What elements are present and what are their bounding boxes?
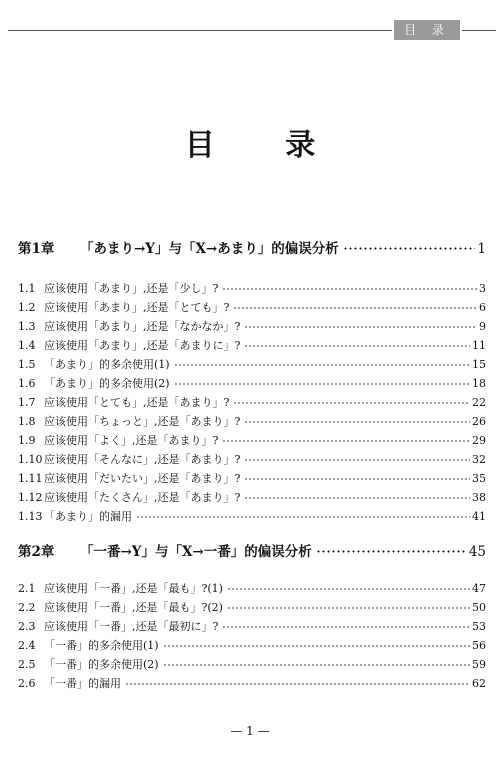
section-title: 应该使用「一番」,还是「最初に」? [44, 620, 219, 633]
leader-dots [163, 659, 470, 670]
section-title: 应该使用「あまり」,还是「なかなか」? [44, 320, 241, 333]
section-number: 1.4 [18, 339, 36, 352]
leader-dots [244, 321, 477, 332]
leader-dots [233, 302, 477, 313]
section-title: 应该使用「よく」,还是「あまり」? [44, 434, 219, 447]
section-number: 2.1 [18, 582, 36, 595]
leader-dots [174, 378, 470, 389]
section-page-number: 62 [472, 677, 486, 690]
section-title: 应该使用「あまり」,还是「あまりに」? [44, 339, 241, 352]
section-page-number: 15 [472, 358, 486, 371]
section-title: 应该使用「ちょっと」,还是「あまり」? [44, 415, 241, 428]
leader-dots [316, 545, 467, 559]
header-rule-right [462, 30, 496, 31]
section-title: 「一番」的漏用 [44, 677, 121, 690]
section-number: 2.3 [18, 620, 36, 633]
section-number: 2.5 [18, 658, 36, 671]
toc-section-entry[interactable] [18, 375, 486, 391]
chapter-page-number: 1 [477, 241, 486, 257]
section-title: 应该使用「あまり」,还是「少し」? [44, 282, 219, 295]
toc-chapter-entry[interactable] [18, 540, 486, 560]
leader-dots [163, 640, 470, 651]
toc-section-entry[interactable] [18, 356, 486, 372]
section-title: 应该使用「とても」,还是「あまり」? [44, 396, 230, 409]
toc-section-entry[interactable] [18, 508, 486, 524]
chapter-number: 第1章 [18, 241, 55, 257]
section-number: 1.9 [18, 434, 36, 447]
leader-dots [233, 397, 470, 408]
section-number: 2.4 [18, 639, 36, 652]
section-page-number: 41 [472, 510, 486, 523]
section-page-number: 11 [472, 339, 486, 352]
section-number: 1.11 [18, 472, 43, 485]
section-page-number: 53 [472, 620, 486, 633]
section-page-number: 9 [479, 320, 486, 333]
leader-dots [244, 340, 470, 351]
section-page-number: 3 [479, 282, 486, 295]
toc-section-entry[interactable] [18, 451, 486, 467]
leader-dots [244, 473, 470, 484]
section-page-number: 38 [472, 491, 486, 504]
section-page-number: 26 [472, 415, 486, 428]
leader-dots [227, 602, 470, 613]
leader-dots [343, 242, 476, 256]
chapter-title: 「一番→Y」与「X→一番」的偏误分析 [80, 544, 312, 560]
section-number: 1.10 [18, 453, 43, 466]
leader-dots [244, 416, 470, 427]
section-number: 1.1 [18, 282, 36, 295]
section-title: 「一番」的多余使用(1) [44, 639, 159, 652]
section-number: 1.2 [18, 301, 36, 314]
leader-dots [227, 583, 470, 594]
toc-section-entry[interactable] [18, 318, 486, 334]
section-number: 1.5 [18, 358, 36, 371]
toc-section-entry[interactable] [18, 675, 486, 691]
leader-dots [136, 511, 470, 522]
section-page-number: 35 [472, 472, 486, 485]
toc-section-entry[interactable] [18, 432, 486, 448]
chapter-title: 「あまり→Y」与「X→あまり」的偏误分析 [80, 241, 339, 257]
section-page-number: 47 [472, 582, 486, 595]
leader-dots [222, 621, 470, 632]
section-number: 1.3 [18, 320, 36, 333]
chapter-page-number: 45 [468, 544, 486, 560]
toc-section-entry[interactable] [18, 337, 486, 353]
chapter-number: 第2章 [18, 544, 55, 560]
section-number: 1.13 [18, 510, 43, 523]
page-footer-number: — 1 — [230, 724, 270, 738]
toc-chapter-entry[interactable] [18, 237, 486, 257]
section-title: 应该使用「そんなに」,还是「あまり」? [44, 453, 241, 466]
page-title: 目 录 [184, 128, 346, 163]
leader-dots [174, 359, 470, 370]
section-title: 「一番」的多余使用(2) [44, 658, 159, 671]
header-rule-left [8, 30, 392, 31]
section-number: 1.8 [18, 415, 36, 428]
section-title: 应该使用「あまり」,还是「とても」? [44, 301, 230, 314]
leader-dots [222, 435, 470, 446]
section-page-number: 32 [472, 453, 486, 466]
toc-section-entry[interactable] [18, 470, 486, 486]
toc-section-entry[interactable] [18, 580, 486, 596]
toc-section-entry[interactable] [18, 394, 486, 410]
section-number: 1.12 [18, 491, 43, 504]
toc-section-entry[interactable] [18, 656, 486, 672]
leader-dots [244, 492, 470, 503]
section-title: 应该使用「だいたい」,还是「あまり」? [44, 472, 241, 485]
toc-section-entry[interactable] [18, 413, 486, 429]
toc-section-entry[interactable] [18, 618, 486, 634]
section-page-number: 29 [472, 434, 486, 447]
section-number: 1.6 [18, 377, 36, 390]
section-title: 应该使用「一番」,还是「最も」?(2) [44, 601, 223, 614]
section-page-number: 59 [472, 658, 486, 671]
section-title: 应该使用「一番」,还是「最も」?(1) [44, 582, 223, 595]
section-number: 1.7 [18, 396, 36, 409]
section-page-number: 22 [472, 396, 486, 409]
toc-section-entry[interactable] [18, 599, 486, 615]
section-page-number: 50 [472, 601, 486, 614]
leader-dots [125, 678, 470, 689]
toc-section-entry[interactable] [18, 299, 486, 315]
section-title: 应该使用「たくさん」,还是「あまり」? [44, 491, 241, 504]
section-page-number: 18 [472, 377, 486, 390]
section-number: 2.6 [18, 677, 36, 690]
section-page-number: 56 [472, 639, 486, 652]
toc-section-entry[interactable] [18, 637, 486, 653]
leader-dots [222, 283, 477, 294]
section-title: 「あまり」的多余使用(2) [44, 377, 170, 390]
section-title: 「あまり」的漏用 [44, 510, 132, 523]
section-page-number: 6 [479, 301, 486, 314]
toc-section-entry[interactable] [18, 489, 486, 505]
section-number: 2.2 [18, 601, 36, 614]
toc-section-entry[interactable] [18, 280, 486, 296]
header-section-tab: 目 录 [394, 20, 460, 40]
leader-dots [244, 454, 470, 465]
section-title: 「あまり」的多余使用(1) [44, 358, 170, 371]
